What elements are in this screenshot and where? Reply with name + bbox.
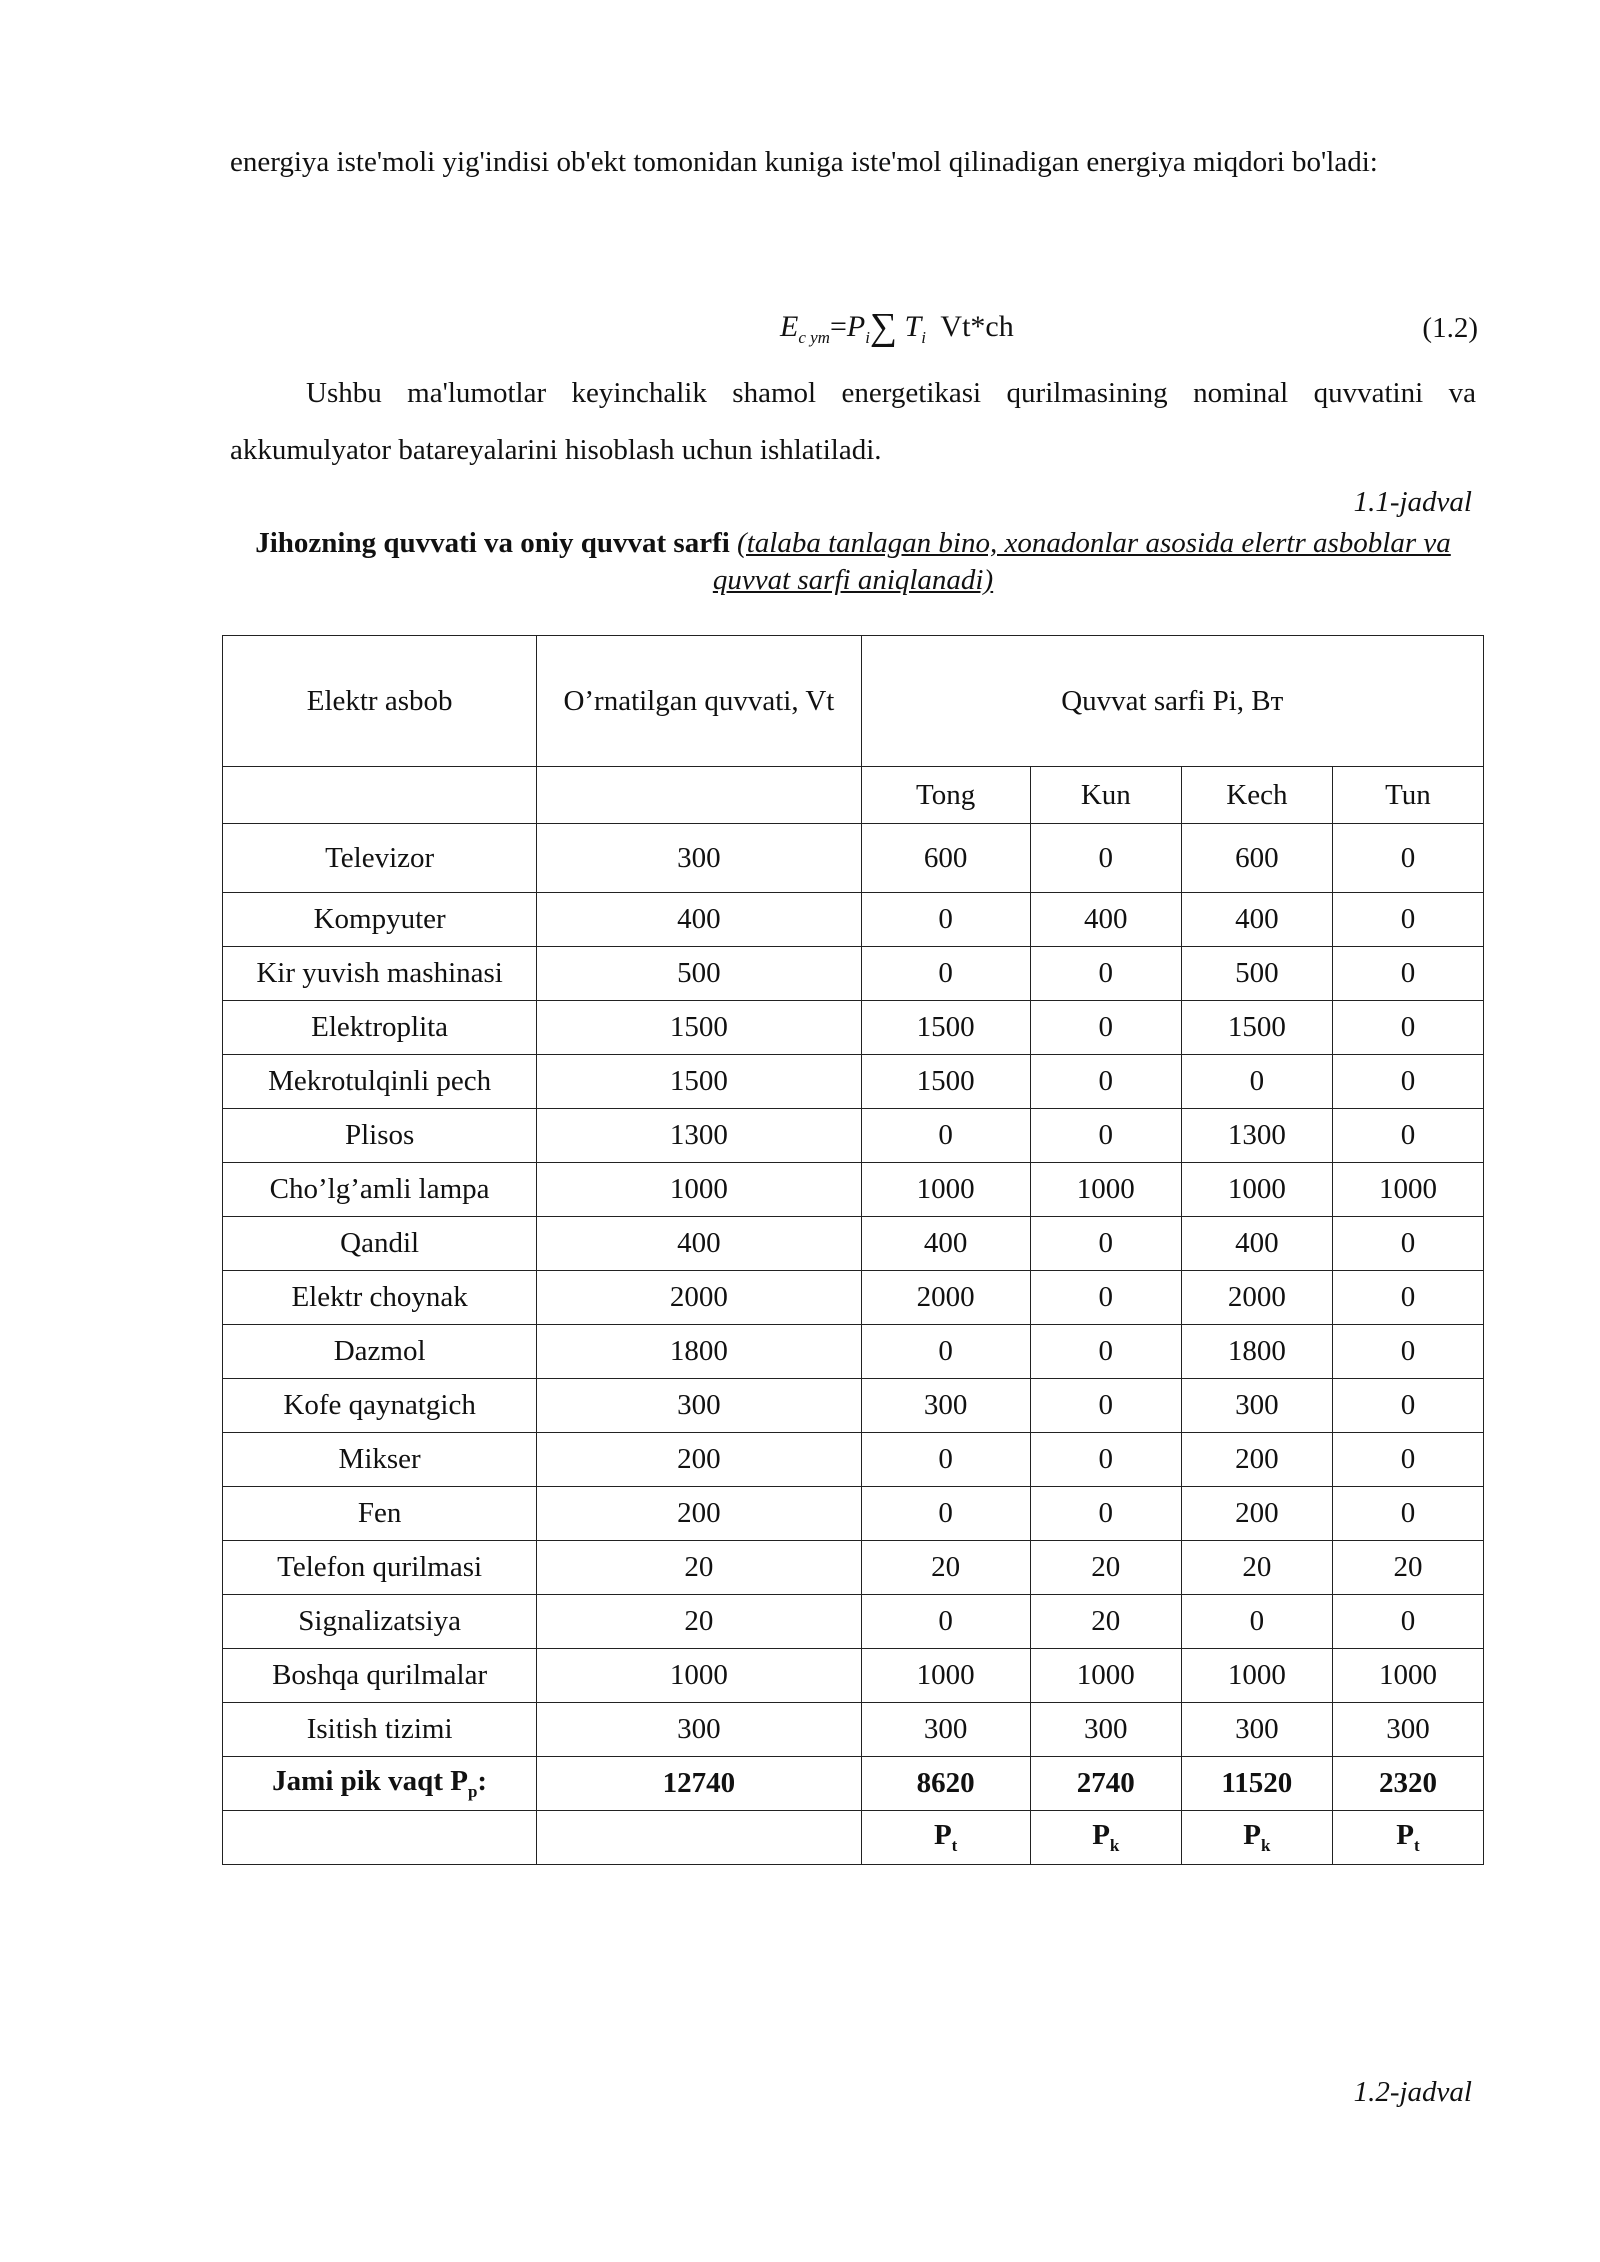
device-cell: Boshqa qurilmalar bbox=[223, 1649, 537, 1703]
value-cell: 300 bbox=[1332, 1703, 1483, 1757]
header-consumption: Quvvat sarfi Pi, Вт bbox=[861, 636, 1483, 767]
header-period: Kech bbox=[1181, 767, 1332, 824]
installed-cell: 300 bbox=[537, 824, 861, 893]
value-cell: 1500 bbox=[861, 1001, 1030, 1055]
value-cell: 0 bbox=[1332, 1271, 1483, 1325]
device-cell: Elektr choynak bbox=[223, 1271, 537, 1325]
energy-formula bbox=[780, 305, 1014, 349]
peak-symbol bbox=[861, 1811, 1030, 1865]
value-cell: 0 bbox=[861, 947, 1030, 1001]
value-cell: 0 bbox=[861, 1487, 1030, 1541]
value-cell: 0 bbox=[1030, 824, 1181, 893]
installed-cell: 300 bbox=[537, 1703, 861, 1757]
value-cell: 0 bbox=[1332, 1217, 1483, 1271]
usage-paragraph: Ushbu ma'lumotlar keyinchalik shamol energetikasi qurilmasining nominal quvvatini va akkumulyator batareyalarini hisoblash uchun ishlatiladi. bbox=[230, 377, 1476, 466]
value-cell: 1000 bbox=[1030, 1163, 1181, 1217]
value-cell: 0 bbox=[1030, 947, 1181, 1001]
installed-cell: 200 bbox=[537, 1433, 861, 1487]
value-cell: 1500 bbox=[861, 1055, 1030, 1109]
header-installed-power: O’rnatilgan quvvati, Vt bbox=[537, 636, 861, 767]
value-cell: 1300 bbox=[1181, 1109, 1332, 1163]
value-cell: 600 bbox=[861, 824, 1030, 893]
caption-title: Jihozning quvvati va oniy quvvat sarfi bbox=[255, 527, 730, 559]
header-empty-cell bbox=[537, 767, 861, 824]
value-cell: 0 bbox=[1332, 824, 1483, 893]
value-cell: 300 bbox=[1030, 1703, 1181, 1757]
value-cell: 2000 bbox=[1181, 1271, 1332, 1325]
peak-symbol bbox=[1030, 1811, 1181, 1865]
peak-empty-cell bbox=[223, 1811, 537, 1865]
value-cell: 1800 bbox=[1181, 1325, 1332, 1379]
table-row bbox=[223, 1595, 1484, 1649]
installed-cell: 20 bbox=[537, 1595, 861, 1649]
value-cell: 0 bbox=[1030, 1379, 1181, 1433]
installed-cell: 1000 bbox=[537, 1649, 861, 1703]
value-cell: 0 bbox=[1332, 1595, 1483, 1649]
header-period: Tong bbox=[861, 767, 1030, 824]
installed-cell: 20 bbox=[537, 1541, 861, 1595]
total-installed: 12740 bbox=[537, 1757, 861, 1811]
total-value: 8620 bbox=[861, 1757, 1030, 1811]
value-cell: 400 bbox=[1181, 1217, 1332, 1271]
table-peak-row bbox=[223, 1811, 1484, 1865]
installed-cell: 2000 bbox=[537, 1271, 861, 1325]
peak-empty-cell bbox=[537, 1811, 861, 1865]
value-cell: 2000 bbox=[861, 1271, 1030, 1325]
device-cell: Plisos bbox=[223, 1109, 537, 1163]
value-cell: 0 bbox=[1181, 1595, 1332, 1649]
table-row bbox=[223, 824, 1484, 893]
table-row bbox=[223, 1163, 1484, 1217]
value-cell: 0 bbox=[1332, 1109, 1483, 1163]
value-cell: 0 bbox=[1332, 1001, 1483, 1055]
formula-lhs-sub: c ym bbox=[798, 328, 830, 347]
installed-cell: 200 bbox=[537, 1487, 861, 1541]
value-cell: 0 bbox=[1030, 1217, 1181, 1271]
device-cell: Mekrotulqinli pech bbox=[223, 1055, 537, 1109]
device-cell: Kir yuvish mashinasi bbox=[223, 947, 537, 1001]
device-cell: Qandil bbox=[223, 1217, 537, 1271]
device-cell: Mikser bbox=[223, 1433, 537, 1487]
table-row bbox=[223, 1703, 1484, 1757]
formula-t: T bbox=[904, 310, 922, 343]
value-cell: 0 bbox=[1332, 1379, 1483, 1433]
value-cell: 20 bbox=[1030, 1541, 1181, 1595]
value-cell: 0 bbox=[1332, 947, 1483, 1001]
value-cell: 0 bbox=[1332, 893, 1483, 947]
value-cell: 200 bbox=[1181, 1433, 1332, 1487]
value-cell: 0 bbox=[861, 1595, 1030, 1649]
value-cell: 0 bbox=[1332, 1487, 1483, 1541]
installed-cell: 1800 bbox=[537, 1325, 861, 1379]
device-cell: Isitish tizimi bbox=[223, 1703, 537, 1757]
peak-symbol-sub: t bbox=[951, 1835, 958, 1855]
value-cell: 0 bbox=[1030, 1487, 1181, 1541]
device-cell: Elektroplita bbox=[223, 1001, 537, 1055]
header-period: Kun bbox=[1030, 767, 1181, 824]
value-cell: 200 bbox=[1181, 1487, 1332, 1541]
value-cell: 0 bbox=[1332, 1433, 1483, 1487]
table-row bbox=[223, 1541, 1484, 1595]
installed-cell: 500 bbox=[537, 947, 861, 1001]
formula-unit: Vt*ch bbox=[940, 310, 1014, 343]
table-period-row bbox=[223, 767, 1484, 824]
table-label: 1.1-jadval bbox=[1353, 486, 1472, 518]
value-cell: 1000 bbox=[1030, 1649, 1181, 1703]
table-row bbox=[223, 947, 1484, 1001]
next-table-label: 1.2-jadval bbox=[1353, 2076, 1472, 2108]
value-cell: 20 bbox=[861, 1541, 1030, 1595]
value-cell: 300 bbox=[1181, 1379, 1332, 1433]
device-cell: Telefon qurilmasi bbox=[223, 1541, 537, 1595]
formula-sum: ∑ bbox=[869, 306, 898, 348]
table-row bbox=[223, 893, 1484, 947]
value-cell: 0 bbox=[861, 1325, 1030, 1379]
value-cell: 600 bbox=[1181, 824, 1332, 893]
value-cell: 0 bbox=[1030, 1325, 1181, 1379]
power-table bbox=[222, 635, 1484, 1865]
peak-symbol-base: P bbox=[1092, 1819, 1110, 1852]
table-total-row bbox=[223, 1757, 1484, 1811]
total-label-suffix: : bbox=[477, 1765, 488, 1798]
value-cell: 0 bbox=[1030, 1271, 1181, 1325]
header-period: Tun bbox=[1332, 767, 1483, 824]
installed-cell: 300 bbox=[537, 1379, 861, 1433]
value-cell: 500 bbox=[1181, 947, 1332, 1001]
table-row bbox=[223, 1487, 1484, 1541]
value-cell: 0 bbox=[1181, 1055, 1332, 1109]
installed-cell: 1500 bbox=[537, 1001, 861, 1055]
value-cell: 0 bbox=[1030, 1001, 1181, 1055]
device-cell: Signalizatsiya bbox=[223, 1595, 537, 1649]
total-value: 11520 bbox=[1181, 1757, 1332, 1811]
value-cell: 0 bbox=[1030, 1055, 1181, 1109]
formula-p: P bbox=[846, 310, 866, 343]
device-cell: Kofe qaynatgich bbox=[223, 1379, 537, 1433]
value-cell: 0 bbox=[861, 1109, 1030, 1163]
formula-t-sub: i bbox=[921, 328, 926, 347]
formula-equals: = bbox=[829, 310, 847, 343]
value-cell: 0 bbox=[1332, 1055, 1483, 1109]
intro-paragraph: energiya iste'moli yig'indisi ob'ekt tomonidan kuniga iste'mol qilinadigan energiya miqdori bo'ladi: bbox=[230, 146, 1378, 178]
table-row bbox=[223, 1649, 1484, 1703]
peak-symbol-base: P bbox=[1243, 1819, 1261, 1852]
device-cell: Televizor bbox=[223, 824, 537, 893]
table-row bbox=[223, 1109, 1484, 1163]
value-cell: 300 bbox=[1181, 1703, 1332, 1757]
value-cell: 1000 bbox=[1332, 1649, 1483, 1703]
value-cell: 1000 bbox=[1181, 1163, 1332, 1217]
value-cell: 300 bbox=[861, 1703, 1030, 1757]
peak-symbol-base: P bbox=[933, 1819, 952, 1852]
table-row bbox=[223, 1325, 1484, 1379]
table-row bbox=[223, 1055, 1484, 1109]
value-cell: 1000 bbox=[1332, 1163, 1483, 1217]
equation-number: (1.2) bbox=[1422, 312, 1478, 344]
value-cell: 0 bbox=[1030, 1109, 1181, 1163]
header-device: Elektr asbob bbox=[223, 636, 537, 767]
formula-p-sub: i bbox=[865, 328, 870, 347]
peak-symbol-base: P bbox=[1396, 1819, 1414, 1852]
installed-cell: 1300 bbox=[537, 1109, 861, 1163]
device-cell: Kompyuter bbox=[223, 893, 537, 947]
table-row bbox=[223, 1001, 1484, 1055]
table-caption bbox=[230, 525, 1476, 599]
value-cell: 0 bbox=[861, 893, 1030, 947]
value-cell: 300 bbox=[861, 1379, 1030, 1433]
peak-symbol bbox=[1181, 1811, 1332, 1865]
value-cell: 1000 bbox=[861, 1649, 1030, 1703]
installed-cell: 400 bbox=[537, 1217, 861, 1271]
total-label bbox=[223, 1757, 537, 1811]
device-cell: Fen bbox=[223, 1487, 537, 1541]
total-value: 2740 bbox=[1030, 1757, 1181, 1811]
installed-cell: 400 bbox=[537, 893, 861, 947]
table-row bbox=[223, 1379, 1484, 1433]
value-cell: 1000 bbox=[1181, 1649, 1332, 1703]
value-cell: 1500 bbox=[1181, 1001, 1332, 1055]
caption-note: (talaba tanlagan bino, xonadonlar asosida elertr asboblar va quvvat sarfi aniqlanadi) bbox=[712, 527, 1451, 596]
table-row bbox=[223, 1433, 1484, 1487]
device-cell: Dazmol bbox=[223, 1325, 537, 1379]
table-row bbox=[223, 1271, 1484, 1325]
value-cell: 0 bbox=[1332, 1325, 1483, 1379]
value-cell: 400 bbox=[861, 1217, 1030, 1271]
installed-cell: 1000 bbox=[537, 1163, 861, 1217]
table-row bbox=[223, 1217, 1484, 1271]
value-cell: 1000 bbox=[861, 1163, 1030, 1217]
value-cell: 400 bbox=[1030, 893, 1181, 947]
total-label-text: Jami pik vaqt P bbox=[272, 1765, 468, 1798]
table-header-row bbox=[223, 636, 1484, 767]
peak-symbol-sub: t bbox=[1413, 1835, 1420, 1855]
header-empty-cell bbox=[223, 767, 537, 824]
device-cell: Cho’lg’amli lampa bbox=[223, 1163, 537, 1217]
peak-symbol bbox=[1332, 1811, 1483, 1865]
total-label-sub: p bbox=[467, 1781, 478, 1801]
value-cell: 20 bbox=[1030, 1595, 1181, 1649]
value-cell: 0 bbox=[1030, 1433, 1181, 1487]
total-value: 2320 bbox=[1332, 1757, 1483, 1811]
value-cell: 20 bbox=[1332, 1541, 1483, 1595]
peak-symbol-sub: k bbox=[1260, 1835, 1271, 1855]
value-cell: 20 bbox=[1181, 1541, 1332, 1595]
value-cell: 400 bbox=[1181, 893, 1332, 947]
installed-cell: 1500 bbox=[537, 1055, 861, 1109]
peak-symbol-sub: k bbox=[1109, 1835, 1120, 1855]
value-cell: 0 bbox=[861, 1433, 1030, 1487]
formula-lhs: E bbox=[780, 310, 799, 343]
